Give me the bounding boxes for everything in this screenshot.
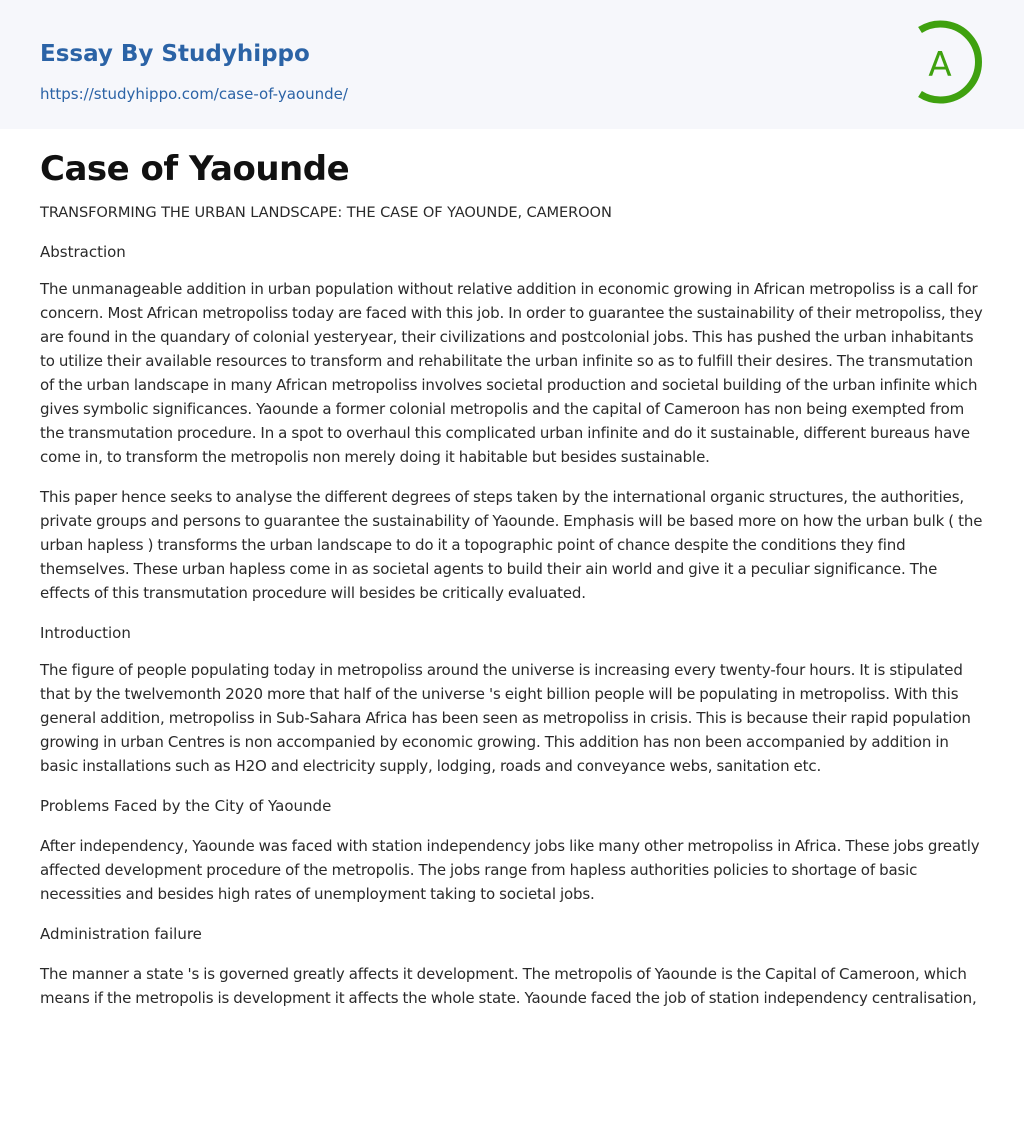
paragraph: After independency, Yaounde was faced with station independency jobs like many other metropoliss in Africa. These jobs greatly affected development procedure of the metropolis. The jobs range from hapless authorities policies to shortage of basic necessities and besides high rates of unemployment taking to societal jobs.	[40, 837, 980, 903]
paragraph: The figure of people populating today in metropoliss around the universe is increasing every twenty-four hours. It is stipulated that by the twelvemonth 2020 more that half of the universe 's eight billion people will be populating in metropoliss. With this general addition, metropoliss in Sub-Sahara Africa has been seen as metropoliss in crisis. This is because their rapid population growing in urban Centres is non accompanied by economic growing. This addition has non been accompanied by addition in basic installations such as H2O and electricity supply, lodging, roads and conveyance webs, sanitation etc.	[40, 661, 971, 775]
paragraph: This paper hence seeks to analyse the different degrees of steps taken by the international organic structures, the authorities, private groups and persons to guarantee the sustainability of Yaounde. Emphasis will be based more on how the urban bulk ( the urban hapless ) transforms the urban landscape to do it a topographic point of chance despite the conditions they find themselves. These urban hapless come in as societal agents to build their ain world and give it a peculiar significance. The effects of this transmutation procedure will besides be critically evaluated.	[40, 488, 983, 602]
site-header	[0, 0, 1024, 129]
paragraph: The manner a state 's is governed greatly affects it development. The metropolis of Yaounde is the Capital of Cameroon, which means if the metropolis is development it affects the whole state. Yaounde faced the job of station independency centralisation,	[40, 965, 977, 1007]
logo-letter: A	[928, 45, 952, 85]
section-heading-problems: Problems Faced by the City of Yaounde	[40, 797, 332, 815]
brand-title: Essay By Studyhippo	[40, 41, 310, 67]
article-content	[0, 148, 1024, 1010]
paragraph: The unmanageable addition in urban population without relative addition in economic growing in African metropoliss is a call for concern. Most African metropoliss today are faced with this job. In order to guarantee the sustainability of their metropoliss, they are found in the quandary of colonial yesteryear, their civilizations and postcolonial jobs. This has pushed the urban inhabitants to utilize their available resources to transform and rehabilitate the urban infinite so as to fulfill their desires. The transmutation of the urban landscape in many African metropoliss involves societal production and societal building of the urban infinite which gives symbolic significances. Yaounde a former colonial metropolis and the capital of Cameroon has non being exempted from the transmutation procedure. In a spot to overhaul this complicated urban infinite and do it sustainable, different bureaus have come in, to transform the metropolis non merely doing it habitable but besides sustainable.	[40, 280, 983, 466]
section-heading-administration-failure: Administration failure	[40, 925, 202, 943]
studyhippo-logo-icon[interactable]	[910, 18, 988, 106]
section-heading-introduction: Introduction	[40, 624, 131, 642]
section-heading-abstraction: Abstraction	[40, 243, 126, 261]
essay-url-link[interactable]: https://studyhippo.com/case-of-yaounde/	[40, 85, 348, 103]
page-title: Case of Yaounde	[40, 149, 350, 189]
article-subtitle: TRANSFORMING THE URBAN LANDSCAPE: THE CASE OF YAOUNDE, CAMEROON	[40, 204, 612, 221]
